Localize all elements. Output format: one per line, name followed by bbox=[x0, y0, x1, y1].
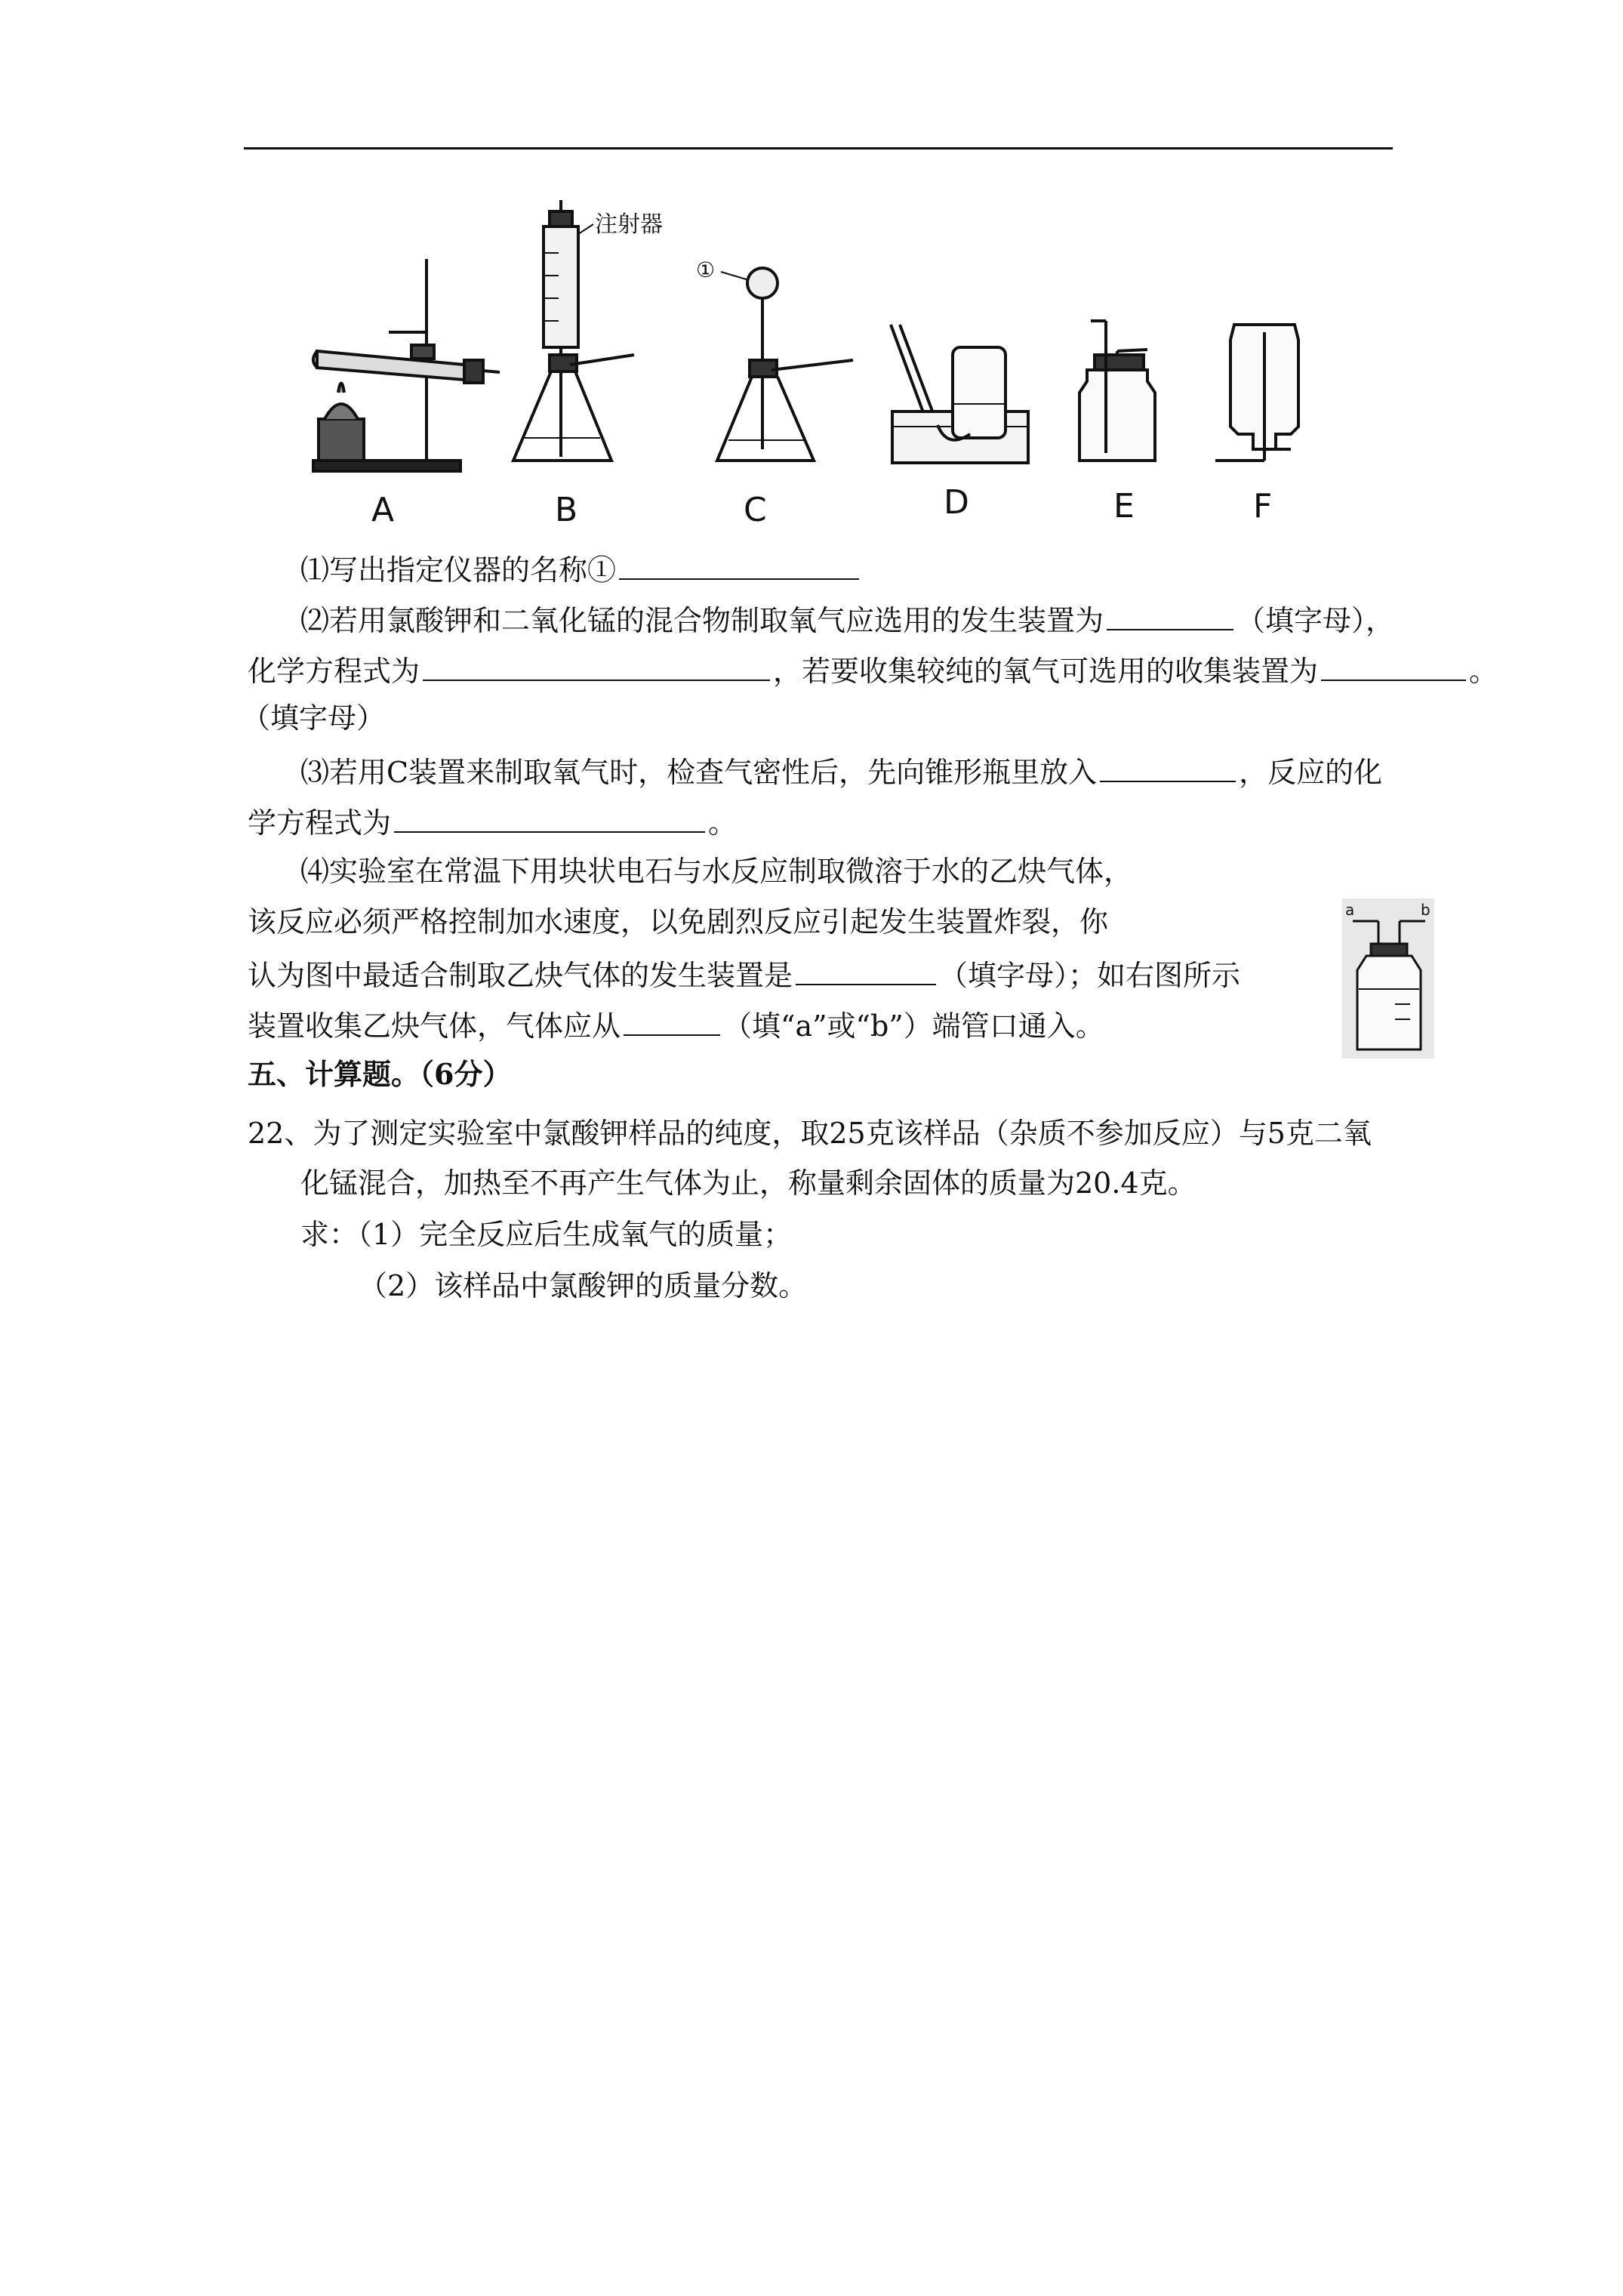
q2-text-a: ⑵若用氯酸钾和二氧化锰的混合物制取氧气应选用的发生装置为 bbox=[300, 604, 1104, 637]
q22-line1: 22、为了测定实验室中氯酸钾样品的纯度，取25克该样品（杂质不参加反应）与5克二氧 bbox=[248, 1117, 1372, 1150]
q2-text-c: 化学方程式为 bbox=[248, 655, 420, 688]
apparatus-figure bbox=[310, 200, 1366, 532]
q2-line3 bbox=[242, 701, 385, 735]
q3-text-d: 。 bbox=[708, 806, 738, 840]
q22-line4: （2）该样品中氯酸钾的质量分数。 bbox=[359, 1269, 808, 1302]
q3-line1 bbox=[300, 752, 1382, 790]
label-a: A bbox=[371, 491, 395, 529]
q2-line2 bbox=[248, 651, 1498, 689]
apparatus-d-drawing bbox=[891, 325, 1028, 463]
q3-text-c: 学方程式为 bbox=[248, 806, 392, 840]
q2-generator-blank[interactable] bbox=[1107, 600, 1233, 630]
q4-text-f: （填“a”或“b”）端管口通入。 bbox=[723, 1009, 1104, 1043]
q3-text-b: ，反应的化 bbox=[1239, 756, 1383, 789]
q4-text-c: 认为图中最适合制取乙炔气体的发生装置是 bbox=[248, 959, 793, 992]
apparatus-c-drawing bbox=[717, 268, 853, 461]
q2-text-f: （填字母） bbox=[242, 701, 386, 735]
q3-line2 bbox=[248, 803, 737, 840]
q4-text-a: ⑷实验室在常温下用块状电石与水反应制取微溶于水的乙炔气体， bbox=[300, 855, 1133, 888]
q3-reagent-blank[interactable] bbox=[1100, 752, 1236, 782]
apparatus-a-drawing bbox=[313, 259, 500, 471]
q2-text-b: （填字母）， bbox=[1236, 604, 1395, 637]
q1-blank[interactable] bbox=[619, 550, 859, 580]
q2-text-d: ，若要收集较纯的氧气可选用的收集装置为 bbox=[773, 655, 1319, 688]
section5-heading: 五、计算题。（6分） bbox=[248, 1057, 512, 1091]
q4-text-d: （填字母）；如右图所示 bbox=[939, 959, 1241, 992]
q2-collector-blank[interactable] bbox=[1321, 651, 1466, 681]
q4-line4 bbox=[248, 1006, 1104, 1043]
apparatus-f-drawing bbox=[1215, 325, 1298, 461]
q4-line1 bbox=[300, 854, 1132, 889]
label-d: D bbox=[944, 483, 969, 522]
q3-equation-blank[interactable] bbox=[394, 803, 705, 833]
collection-bottle-figure bbox=[1342, 898, 1434, 1059]
label-e: E bbox=[1113, 487, 1135, 525]
label-c: C bbox=[744, 491, 767, 529]
port-a-label: a bbox=[1345, 901, 1355, 919]
port-b-label: b bbox=[1421, 901, 1431, 919]
q4-port-blank[interactable] bbox=[624, 1006, 720, 1036]
q22-line3: 求：（1）完全反应后生成氧气的质量； bbox=[300, 1218, 793, 1251]
q2-equation-blank[interactable] bbox=[423, 651, 770, 681]
q2-text-e: 。 bbox=[1469, 655, 1498, 688]
apparatus-e-drawing bbox=[1079, 321, 1155, 461]
apparatus-b-drawing bbox=[513, 200, 634, 461]
q1-text: ⑴写出指定仪器的名称① bbox=[300, 553, 617, 587]
q4-line2 bbox=[248, 905, 1108, 939]
q2-line1 bbox=[300, 600, 1394, 638]
q4-text-e: 装置收集乙炔气体，气体应从 bbox=[248, 1009, 621, 1043]
q3-text-a: ⑶若用C装置来制取氧气时，检查气密性后，先向锥形瓶里放入 bbox=[300, 756, 1098, 789]
q22-line2: 化锰混合，加热至不再产生气体为止，称量剩余固体的质量为20.4克。 bbox=[300, 1166, 1196, 1200]
q4-line3 bbox=[248, 955, 1240, 993]
q4-text-b: 该反应必须严格控制加水速度，以免剧烈反应引起发生装置炸裂，你 bbox=[248, 905, 1109, 938]
funnel-marker: ① bbox=[696, 257, 716, 282]
label-f: F bbox=[1253, 487, 1273, 525]
label-b: B bbox=[555, 491, 578, 529]
syringe-label: 注射器 bbox=[595, 211, 663, 238]
q1-line bbox=[300, 550, 862, 587]
header-rule bbox=[244, 147, 1393, 149]
q4-generator-blank[interactable] bbox=[796, 955, 936, 985]
